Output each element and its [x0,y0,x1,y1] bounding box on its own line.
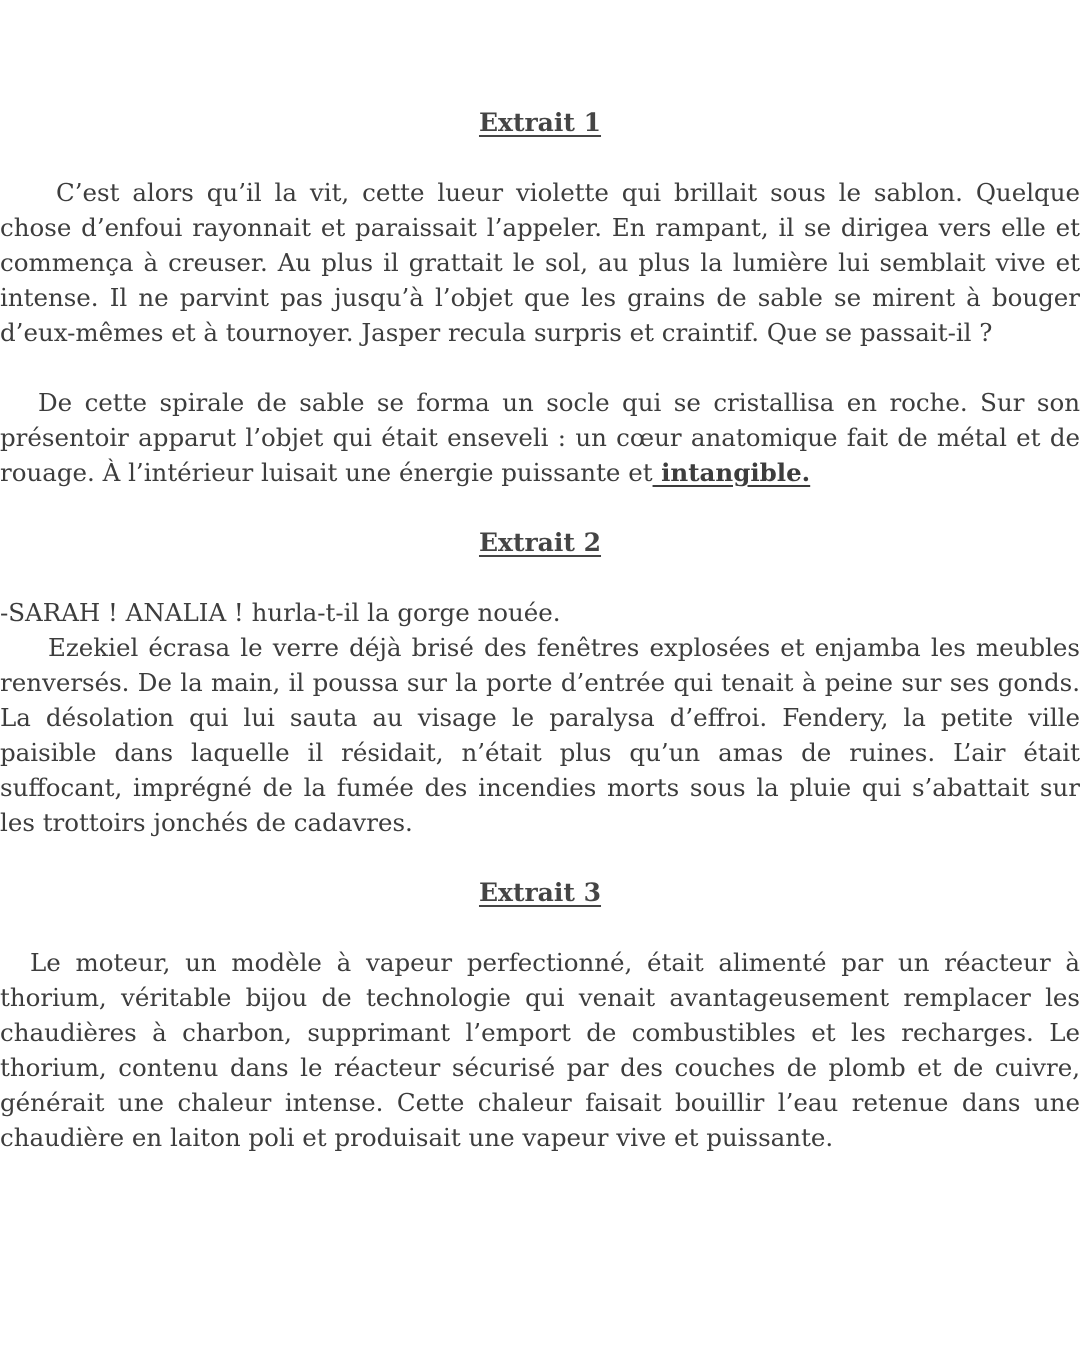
extract-2-paragraph: Ezekiel écrasa le verre déjà brisé des fenêtres explosées et enjamba les meubles renversés. De la main, il poussa sur la porte d’entrée qui tenait à peine sur ses gonds. La désolation qui lui sauta au visage le paralysa d’effroi. Fendery, la petite ville paisible dans laquelle il résidait, n’était plus qu’un amas de ruines. L’air était suffocant, imprégné de la fumée des incendies morts sous la pluie qui s’abattait sur les trottoirs jonchés de cadavres. [0,633,1080,837]
extract-1-paragraph-1: C’est alors qu’il la vit, cette lueur violette qui brillait sous le sablon. Quelque chose d’enfoui rayonnait et paraissait l’appeler. En rampant, il se dirigea vers elle et commença à creuser. Au plus il grattait le sol, au plus la lumière lui semblait vive et intense. Il ne parvint pas jusqu’à l’objet que les grains de sable se mirent à bouger d’eux-mêmes et à tournoyer. Jasper recula surpris et craintif. Que se passait-il ? [0,178,1080,347]
extract-1-title: Extrait 1 [478,108,602,137]
extract-2-dialogue: -SARAH ! ANALIA ! hurla-t-il la gorge nouée. [0,598,561,627]
extract-1-paragraph-2-text: De cette spirale de sable se forma un socle qui se cristallisa en roche. Sur son présentoir apparut l’objet qui était enseveli : un cœur anatomique fait de métal et de rouage. À l’intérieur luisait une énergie puissante et [0,388,1080,487]
extract-1-paragraph-2 [0,385,1080,490]
extract-3-paragraph: Le moteur, un modèle à vapeur perfectionné, était alimenté par un réacteur à thorium, véritable bijou de technologie qui venait avantageusement remplacer les chaudières à charbon, supprimant l’emport de combustibles et les recharges. Le thorium, contenu dans le réacteur sécurisé par des couches de plomb et de cuivre, générait une chaleur intense. Cette chaleur faisait bouillir l’eau retenue dans une chaudière en laiton poli et produisait une vapeur vive et puissante. [0,948,1080,1152]
emphasized-word: intangible. [652,458,811,487]
extract-3-title: Extrait 3 [478,878,602,907]
extract-2-title: Extrait 2 [478,528,602,557]
